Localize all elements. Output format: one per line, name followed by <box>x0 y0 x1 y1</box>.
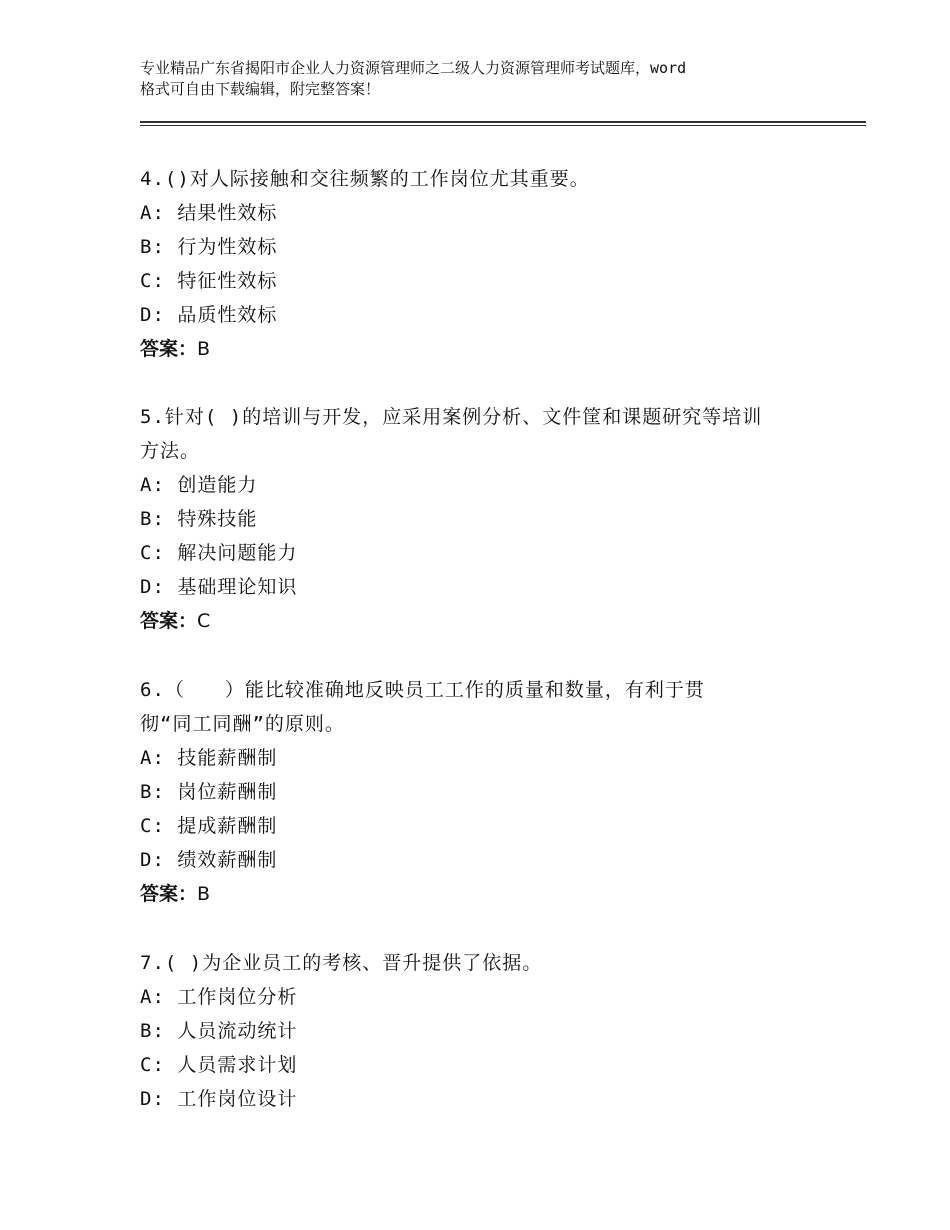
option-a: A: 创造能力 <box>140 474 258 496</box>
answer-label: 答案： <box>140 338 198 360</box>
question-7 <box>140 946 820 1116</box>
header-divider-thick <box>140 121 866 123</box>
question-text: 7.( )为企业员工的考核、晋升提供了依据。 <box>140 952 543 974</box>
option-b: B: 特殊技能 <box>140 508 258 530</box>
question-text: 4.()对人际接触和交往频繁的工作岗位尤其重要。 <box>140 168 590 190</box>
option-d: D: 品质性效标 <box>140 304 278 326</box>
option-a: A: 工作岗位分析 <box>140 986 298 1008</box>
question-4 <box>140 162 820 366</box>
answer-line <box>140 604 820 638</box>
option-c: C: 人员需求计划 <box>140 1054 298 1076</box>
question-text-line-2: 方法。 <box>140 440 201 462</box>
option-c: C: 特征性效标 <box>140 270 278 292</box>
option-d: D: 工作岗位设计 <box>140 1088 298 1110</box>
option-a: A: 技能薪酬制 <box>140 747 278 769</box>
option-b: B: 岗位薪酬制 <box>140 781 278 803</box>
option-c: C: 解决问题能力 <box>140 542 298 564</box>
answer-line <box>140 877 820 911</box>
question-5 <box>140 400 820 638</box>
header-divider-thin <box>140 125 866 126</box>
answer-value: B <box>197 883 211 905</box>
question-text-line-1: 5.针对( )的培训与开发，应采用案例分析、文件筐和课题研究等培训 <box>140 406 763 428</box>
option-b: B: 行为性效标 <box>140 236 278 258</box>
option-d: D: 基础理论知识 <box>140 576 298 598</box>
option-a: A: 结果性效标 <box>140 202 278 224</box>
answer-label: 答案： <box>140 610 198 632</box>
answer-line <box>140 332 820 366</box>
question-text-line-1: 6.（ ）能比较准确地反映员工工作的质量和数量，有利于贯 <box>140 679 705 701</box>
header-line-2: 格式可自由下载编辑，附完整答案！ <box>140 80 381 98</box>
answer-label: 答案： <box>140 883 198 905</box>
option-c: C: 提成薪酬制 <box>140 815 278 837</box>
option-d: D: 绩效薪酬制 <box>140 849 278 871</box>
answer-value: B <box>197 338 211 360</box>
document-header <box>140 58 840 100</box>
option-b: B: 人员流动统计 <box>140 1020 298 1042</box>
question-6 <box>140 673 820 911</box>
header-line-1: 专业精品广东省揭阳市企业人力资源管理师之二级人力资源管理师考试题库，word <box>140 59 687 77</box>
question-text-line-2: 彻“同工同酬”的原则。 <box>140 713 345 735</box>
answer-value: C <box>197 610 211 632</box>
